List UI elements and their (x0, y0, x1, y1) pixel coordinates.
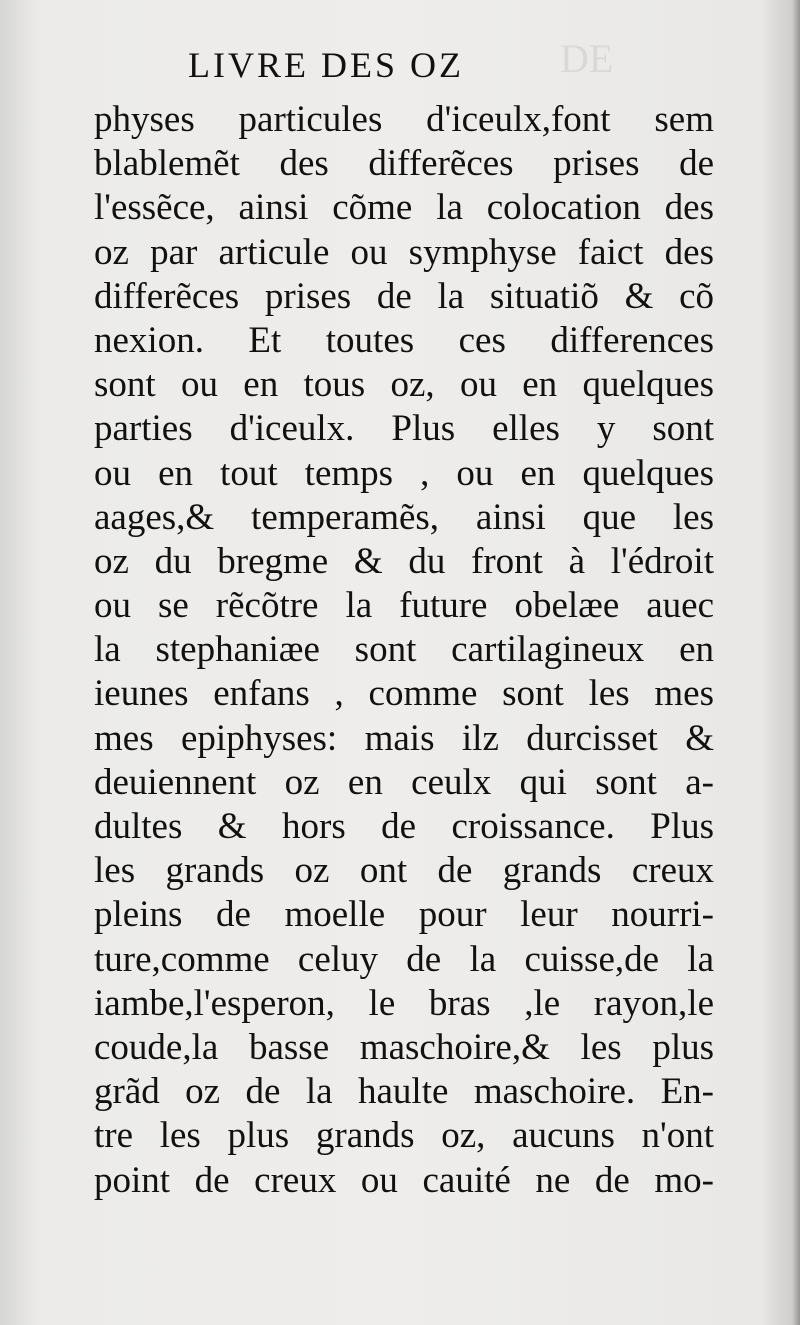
text-line: coude,la basse maschoire,& les plus (94, 1026, 714, 1068)
text-line: la stephaniæe sont cartilagineux en (94, 629, 714, 671)
text-line: iambe,l'esperon, le bras ,le rayon,le (94, 982, 714, 1024)
text-line: tre les plus grands oz, aucuns n'ont (94, 1115, 714, 1157)
body-text (94, 98, 714, 1203)
text-line: grãd oz de la haulte maschoire. En- (94, 1071, 714, 1113)
text-line: point de creux ou cauité ne de mo- (94, 1159, 714, 1201)
text-line: blablemẽt des differẽces prises de (94, 143, 714, 185)
text-line: differẽces prises de la situatiõ & cõ (94, 275, 714, 317)
text-line: mes epiphyses: mais ilz durcisset & (94, 717, 714, 759)
page-edge (792, 0, 800, 1325)
text-line: dultes & hors de croissance. Plus (94, 806, 714, 847)
text-line: ieunes enfans , comme sont les mes (94, 673, 714, 715)
text-line: sont ou en tous oz, ou en quelques (94, 364, 714, 406)
text-line: ou se rẽcõtre la future obelæe auec (94, 585, 714, 627)
text-line: les grands oz ont de grands creux (94, 850, 714, 892)
text-line: parties d'iceulx. Plus elles y sont (94, 408, 714, 450)
text-line: aages,& temperamẽs, ainsi que les (94, 496, 714, 538)
text-line: oz par articule ou symphyse faict des (94, 231, 714, 273)
text-line: deuiennent oz en ceulx qui sont a- (94, 761, 714, 803)
show-through-shadow: DE (560, 36, 614, 81)
text-line: oz du bregme & du front à l'édroit (94, 540, 714, 582)
text-line: l'essẽce, ainsi cõme la colocation des (94, 187, 714, 229)
text-line: ou en tout temps , ou en quelques (94, 452, 714, 494)
text-line: physes particules d'iceulx,font sem (94, 99, 714, 140)
text-line: pleins de moelle pour leur nourri- (94, 894, 714, 936)
text-line: ture,comme celuy de la cuisse,de la (94, 938, 714, 980)
text-line: nexion. Et toutes ces differences (94, 319, 714, 361)
running-head: LIVRE DES OZ (188, 45, 464, 85)
